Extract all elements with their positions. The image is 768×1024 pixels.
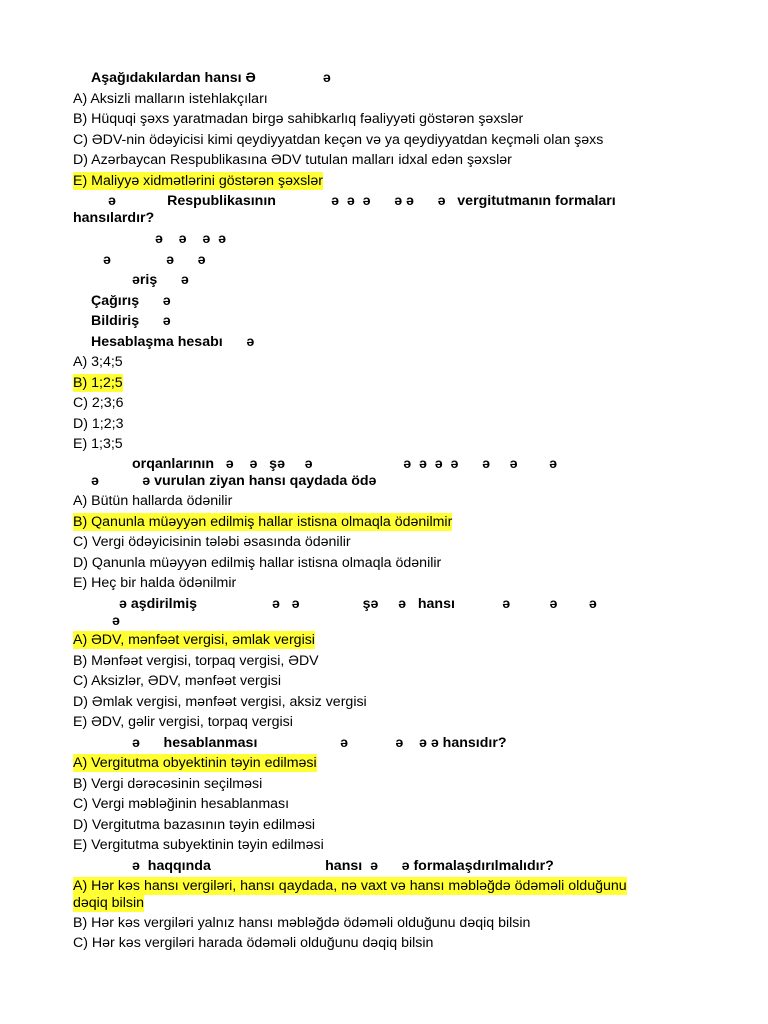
question-3-option-a: A) Bütün hallarda ödənilir xyxy=(73,493,233,509)
question-4-option-d: D) Əmlak vergisi, mənfəət vergisi, aksiz vergisi xyxy=(73,694,367,710)
question-3-option-e: E) Heç bir halda ödənilmir xyxy=(73,575,237,591)
question-4-option-c: C) Aksizlər, ƏDV, mənfəət vergisi xyxy=(73,673,282,689)
question-4-option-e: E) ƏDV, gəlir vergisi, torpaq vergisi xyxy=(73,714,293,730)
question-1-prompt: Aşağıdakılardan hansı Ə ə xyxy=(91,70,331,86)
question-2-item-2: ə ə ə xyxy=(103,252,206,268)
question-2-item-4: Çağırış ə xyxy=(91,293,171,309)
question-2-prompt: ə Respublikasının ə ə ə ə ə ə vergitutmanın formaları xyxy=(108,193,616,209)
question-5-option-a-answer: A) Vergitutma obyektinin təyin edilməsi xyxy=(73,755,317,771)
question-2-option-c: C) 2;3;6 xyxy=(73,395,124,411)
question-3-prompt-cont: ə ə vurulan ziyan hansı qaydada ödə xyxy=(91,473,377,489)
question-2-option-e: E) 1;3;5 xyxy=(73,436,123,452)
question-3-prompt: orqanlarının ə ə şə ə ə ə ə ə ə ə ə xyxy=(132,456,557,472)
question-6-option-c: C) Hər kəs vergiləri harada ödəməli olduğunu dəqiq bilsin xyxy=(73,935,434,951)
question-2-item-3: əriş ə xyxy=(132,272,189,288)
question-3-option-b-answer: B) Qanunla müəyyən edilmiş hallar istisna olmaqla ödənilmir xyxy=(73,514,453,530)
question-2-item-1: ə ə ə ə xyxy=(155,231,226,247)
question-6-option-b: B) Hər kəs vergiləri yalnız hansı məbləğdə ödəməli olduğunu dəqiq bilsin xyxy=(73,915,531,931)
question-5-option-b: B) Vergi dərəcəsinin seçilməsi xyxy=(73,776,263,792)
question-6-option-a-answer-cont: dəqiq bilsin xyxy=(73,895,144,911)
question-2-item-6: Hesablaşma hesabı ə xyxy=(91,334,255,350)
question-6-option-a-answer: A) Hər kəs hansı vergiləri, hansı qaydada, nə vaxt və hansı məbləğdə ödəməli olduğunu xyxy=(73,878,627,894)
question-2-option-b-answer: B) 1;2;5 xyxy=(73,375,123,391)
question-4-prompt-cont: ə xyxy=(112,613,120,629)
question-3-option-c: C) Vergi ödəyicisinin tələbi əsasında ödənilir xyxy=(73,534,351,550)
question-3-option-d: D) Qanunla müəyyən edilmiş hallar istisna olmaqla ödənilir xyxy=(73,555,442,571)
question-2-option-d: D) 1;2;3 xyxy=(73,416,124,432)
question-1-option-c: C) ƏDV-nin ödəyicisi kimi qeydiyyatdan keçən və ya qeydiyyatdan keçməli olan şəxs xyxy=(73,132,604,148)
question-2-option-a: A) 3;4;5 xyxy=(73,354,123,370)
question-5-prompt: ə hesablanması ə ə ə ə hansıdır? xyxy=(132,735,507,751)
question-5-option-e: E) Vergitutma subyektinin təyin edilməsi xyxy=(73,837,324,853)
question-2-prompt-cont: hansılardır? xyxy=(73,210,155,226)
question-4-option-a-answer: A) ƏDV, mənfəət vergisi, əmlak vergisi xyxy=(73,632,315,648)
question-6-prompt: ə haqqında hansı ə ə formalaşdırılmalıdır? xyxy=(132,858,554,874)
question-5-option-c: C) Vergi məbləğinin hesablanması xyxy=(73,796,290,812)
question-1-option-e-answer: E) Maliyyə xidmətlərini göstərən şəxslər xyxy=(73,173,323,189)
question-1-option-b: B) Hüquqi şəxs yaratmadan birgə sahibkarlıq fəaliyyəti göstərən şəxslər xyxy=(73,111,524,127)
question-4-prompt: ə aşdirilmiş ə ə şə ə hansı ə ə ə xyxy=(119,596,597,612)
question-1-option-d: D) Azərbaycan Respublikasına ƏDV tutulan malları idxal edən şəxslər xyxy=(73,152,512,168)
question-2-item-5: Bildiriş ə xyxy=(91,313,171,329)
question-4-option-b: B) Mənfəət vergisi, torpaq vergisi, ƏDV xyxy=(73,653,319,669)
question-1-option-a: A) Aksizli malların istehlakçıları xyxy=(73,91,268,107)
question-5-option-d: D) Vergitutma bazasının təyin edilməsi xyxy=(73,817,316,833)
